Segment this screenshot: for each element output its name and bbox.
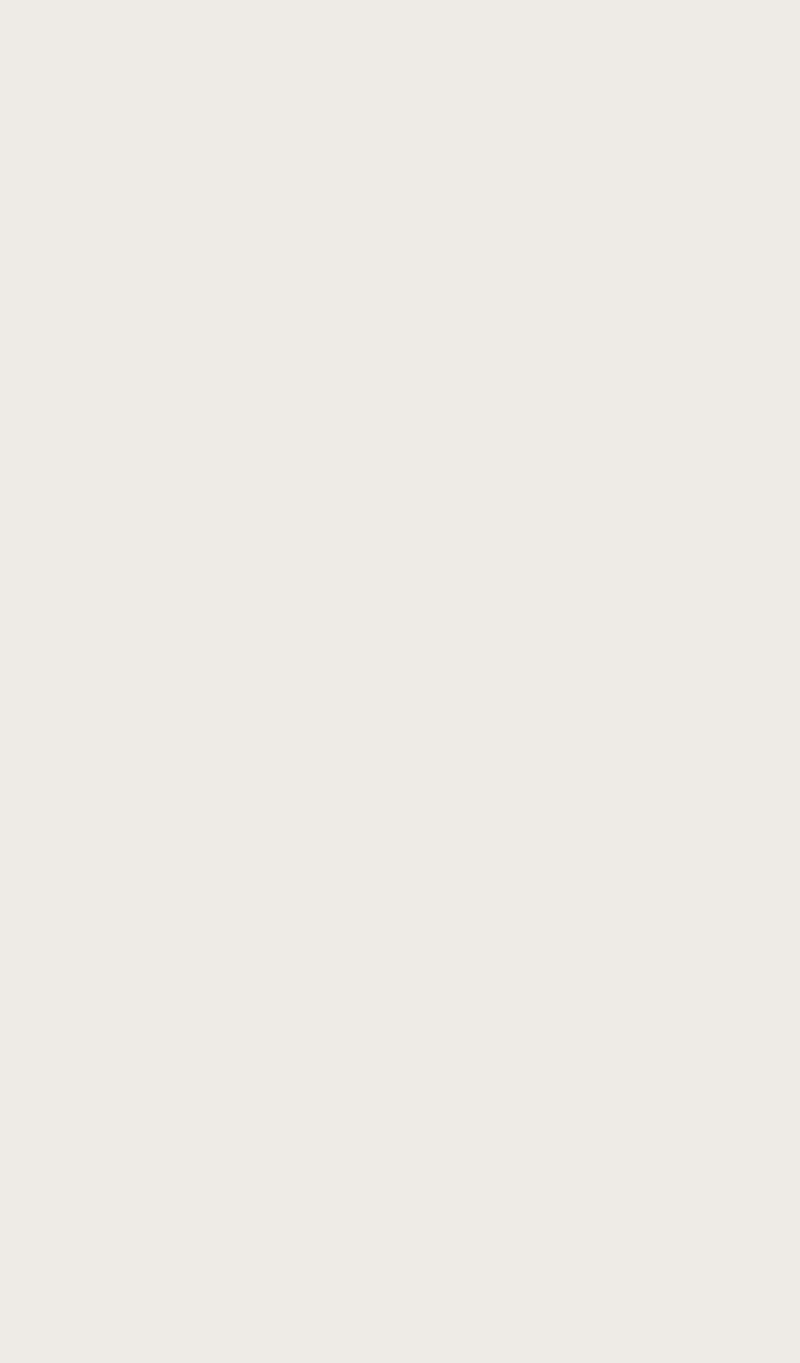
page-header [0, 68, 800, 108]
